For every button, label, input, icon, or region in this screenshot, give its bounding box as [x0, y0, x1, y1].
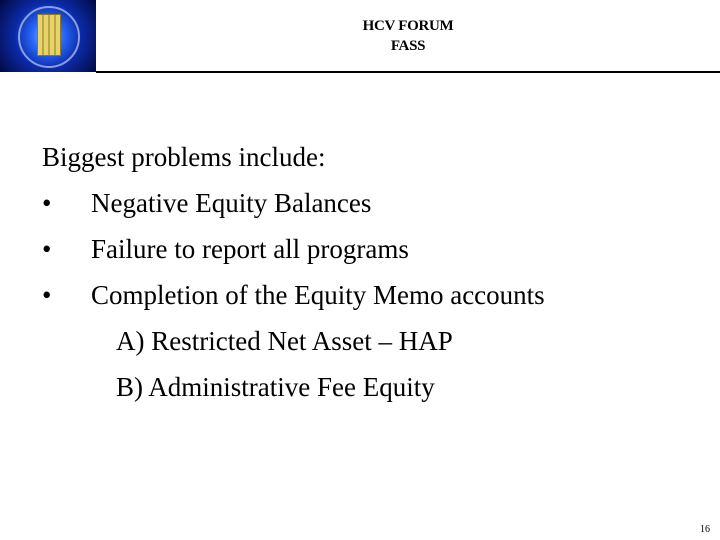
bullet-item: [42, 226, 545, 272]
slide-header: [96, 16, 720, 56]
slide-body: [42, 134, 545, 410]
bullet-icon: •: [42, 280, 52, 310]
intro-text: Biggest problems include:: [42, 142, 326, 172]
bullet-text: Completion of the Equity Memo accounts: [91, 280, 545, 310]
bullet-text: Failure to report all programs: [91, 234, 409, 264]
bullet-item: [42, 180, 545, 226]
bullet-text: Negative Equity Balances: [91, 188, 372, 218]
sub-item: B) Administrative Fee Equity: [116, 372, 435, 402]
page-number: 16: [700, 524, 710, 535]
header-divider: [96, 71, 720, 73]
bullet-icon: •: [42, 234, 52, 264]
sub-item: A) Restricted Net Asset – HAP: [116, 326, 453, 356]
bullet-icon: •: [42, 188, 52, 218]
header-title: HCV FORUM: [362, 18, 454, 34]
bullet-item: [42, 272, 545, 318]
building-icon: [37, 14, 61, 56]
header-subtitle: FASS: [390, 38, 426, 54]
hud-seal-logo: [0, 0, 96, 72]
